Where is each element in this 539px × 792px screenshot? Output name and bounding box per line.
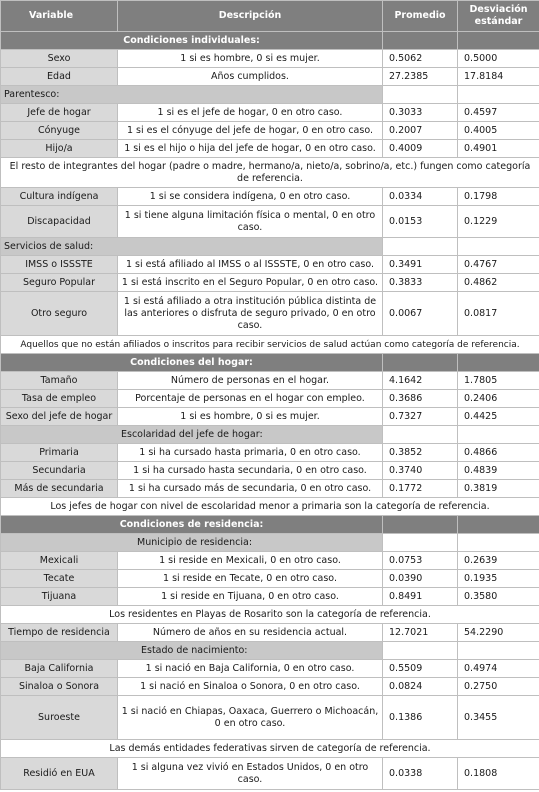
table-row: [1, 480, 539, 498]
var-sd: 0.4005: [458, 122, 539, 140]
subsection-title: Municipio de residencia:: [1, 534, 383, 552]
var-sd: 0.5000: [458, 50, 539, 68]
var-mean: 4.1642: [383, 372, 458, 390]
var-mean: 0.3833: [383, 274, 458, 292]
var-mean: 0.3491: [383, 256, 458, 274]
var-sd: 0.2639: [458, 552, 539, 570]
var-sd: 0.1798: [458, 188, 539, 206]
header-variable: Variable: [1, 1, 118, 32]
var-desc: 1 si es el hijo o hija del jefe de hogar, 0 en otro caso.: [118, 140, 383, 158]
var-desc: 1 si alguna vez vivió en Estados Unidos, 0 en otro caso.: [118, 758, 383, 790]
var-desc: 1 si es hombre, 0 si es mujer.: [118, 408, 383, 426]
var-name: IMSS o ISSSTE: [1, 256, 118, 274]
var-desc: Número de personas en el hogar.: [118, 372, 383, 390]
var-name: Edad: [1, 68, 118, 86]
table-row: [1, 624, 539, 642]
var-name: Seguro Popular: [1, 274, 118, 292]
var-desc: 1 si ha cursado más de secundaria, 0 en otro caso.: [118, 480, 383, 498]
table-row: [1, 50, 539, 68]
var-mean: 12.7021: [383, 624, 458, 642]
var-name: Tecate: [1, 570, 118, 588]
note-text: Los residentes en Playas de Rosarito son la categoría de referencia.: [1, 606, 539, 624]
subsection-municipio: [1, 534, 539, 552]
var-desc: Porcentaje de personas en el hogar con empleo.: [118, 390, 383, 408]
var-desc: 1 si tiene alguna limitación física o mental, 0 en otro caso.: [118, 206, 383, 238]
reference-note: [1, 498, 539, 516]
var-sd: 0.4839: [458, 462, 539, 480]
header-promedio: Promedio: [383, 1, 458, 32]
var-sd: 54.2290: [458, 624, 539, 642]
var-mean: 0.5509: [383, 660, 458, 678]
table-row: [1, 696, 539, 740]
table-row: [1, 462, 539, 480]
var-desc: 1 si nació en Baja California, 0 en otro caso.: [118, 660, 383, 678]
var-sd: 0.1808: [458, 758, 539, 790]
var-sd: 17.8184: [458, 68, 539, 86]
var-desc: 1 si se considera indígena, 0 en otro caso.: [118, 188, 383, 206]
header-descripcion: Descripción: [118, 1, 383, 32]
note-text: Las demás entidades federativas sirven de categoría de referencia.: [1, 740, 539, 758]
var-sd: 0.1229: [458, 206, 539, 238]
table-row: [1, 390, 539, 408]
note-text: Aquellos que no están afiliados o inscritos para recibir servicios de salud actúan como categoría de referencia.: [1, 336, 539, 354]
table-row: [1, 570, 539, 588]
table-row: [1, 588, 539, 606]
var-name: Otro seguro: [1, 292, 118, 336]
var-desc: 1 si ha cursado hasta secundaria, 0 en otro caso.: [118, 462, 383, 480]
subsection-parentesco: [1, 86, 539, 104]
var-sd: 0.0817: [458, 292, 539, 336]
var-mean: 0.1386: [383, 696, 458, 740]
var-name: Más de secundaria: [1, 480, 118, 498]
note-text: El resto de integrantes del hogar (padre o madre, hermano/a, nieto/a, sobrino/a, etc.) fungen como categoría de referencia.: [1, 158, 539, 188]
var-mean: 0.3852: [383, 444, 458, 462]
table-row: [1, 678, 539, 696]
reference-note: [1, 336, 539, 354]
var-name: Sexo: [1, 50, 118, 68]
var-desc: 1 si ha cursado hasta primaria, 0 en otro caso.: [118, 444, 383, 462]
subsection-nacimiento: [1, 642, 539, 660]
var-desc: 1 si está afiliado al IMSS o al ISSSTE, 0 en otro caso.: [118, 256, 383, 274]
var-mean: 0.0334: [383, 188, 458, 206]
var-name: Cónyuge: [1, 122, 118, 140]
var-name: Baja California: [1, 660, 118, 678]
var-mean: 0.0338: [383, 758, 458, 790]
table-row: [1, 206, 539, 238]
var-desc: Años cumplidos.: [118, 68, 383, 86]
subsection-title: Servicios de salud:: [1, 238, 383, 256]
var-desc: Número de años en su residencia actual.: [118, 624, 383, 642]
var-mean: 0.0824: [383, 678, 458, 696]
section-title: Condiciones del hogar:: [1, 354, 383, 372]
table-row: [1, 274, 539, 292]
var-name: Tasa de empleo: [1, 390, 118, 408]
subsection-escolaridad: [1, 426, 539, 444]
var-desc: 1 si nació en Sinaloa o Sonora, 0 en otro caso.: [118, 678, 383, 696]
table-row: [1, 104, 539, 122]
var-name: Tiempo de residencia: [1, 624, 118, 642]
var-mean: 0.0390: [383, 570, 458, 588]
var-sd: 0.4866: [458, 444, 539, 462]
var-name: Hijo/a: [1, 140, 118, 158]
var-mean: 0.0067: [383, 292, 458, 336]
table-row: [1, 408, 539, 426]
var-sd: 0.1935: [458, 570, 539, 588]
var-name: Suroeste: [1, 696, 118, 740]
subsection-salud: [1, 238, 539, 256]
section-title: Condiciones de residencia:: [1, 516, 383, 534]
var-name: Primaria: [1, 444, 118, 462]
reference-note: [1, 606, 539, 624]
var-desc: 1 si está inscrito en el Seguro Popular, 0 en otro caso.: [118, 274, 383, 292]
header-desviacion: Desviación estándar: [458, 1, 539, 32]
var-name: Secundaria: [1, 462, 118, 480]
var-mean: 0.8491: [383, 588, 458, 606]
var-sd: 0.3819: [458, 480, 539, 498]
var-sd: 0.4767: [458, 256, 539, 274]
var-sd: 0.4974: [458, 660, 539, 678]
var-desc: 1 si reside en Mexicali, 0 en otro caso.: [118, 552, 383, 570]
var-sd: 1.7805: [458, 372, 539, 390]
var-mean: 27.2385: [383, 68, 458, 86]
var-name: Tamaño: [1, 372, 118, 390]
var-mean: 0.3033: [383, 104, 458, 122]
var-name: Sinaloa o Sonora: [1, 678, 118, 696]
table-row: [1, 292, 539, 336]
subsection-title: Escolaridad del jefe de hogar:: [1, 426, 383, 444]
var-sd: 0.2750: [458, 678, 539, 696]
section-residencia: [1, 516, 539, 534]
var-mean: 0.3686: [383, 390, 458, 408]
subsection-title: Parentesco:: [1, 86, 383, 104]
var-mean: 0.3740: [383, 462, 458, 480]
table-row: [1, 552, 539, 570]
subsection-title: Estado de nacimiento:: [1, 642, 383, 660]
var-desc: 1 si está afiliado a otra institución pública distinta de las anteriores o disfruta de seguro privado, 0 en otro caso.: [118, 292, 383, 336]
table-row: [1, 256, 539, 274]
var-mean: 0.4009: [383, 140, 458, 158]
table-row: [1, 660, 539, 678]
var-mean: 0.1772: [383, 480, 458, 498]
var-sd: 0.3455: [458, 696, 539, 740]
var-name: Discapacidad: [1, 206, 118, 238]
table-header: [1, 1, 539, 32]
table-row: [1, 444, 539, 462]
var-sd: 0.4862: [458, 274, 539, 292]
var-mean: 0.7327: [383, 408, 458, 426]
table-row: [1, 372, 539, 390]
var-name: Cultura indígena: [1, 188, 118, 206]
var-name: Tijuana: [1, 588, 118, 606]
reference-note: [1, 740, 539, 758]
var-mean: 0.0153: [383, 206, 458, 238]
var-mean: 0.0753: [383, 552, 458, 570]
var-mean: 0.5062: [383, 50, 458, 68]
var-name: Mexicali: [1, 552, 118, 570]
var-desc: 1 si es hombre, 0 si es mujer.: [118, 50, 383, 68]
table-row: [1, 188, 539, 206]
table-row: [1, 122, 539, 140]
var-sd: 0.3580: [458, 588, 539, 606]
var-sd: 0.2406: [458, 390, 539, 408]
var-desc: 1 si reside en Tijuana, 0 en otro caso.: [118, 588, 383, 606]
var-mean: 0.2007: [383, 122, 458, 140]
var-name: Jefe de hogar: [1, 104, 118, 122]
var-desc: 1 si es el jefe de hogar, 0 en otro caso.: [118, 104, 383, 122]
var-name: Sexo del jefe de hogar: [1, 408, 118, 426]
table-row: [1, 758, 539, 790]
var-sd: 0.4597: [458, 104, 539, 122]
section-title: Condiciones individuales:: [1, 32, 383, 50]
var-sd: 0.4901: [458, 140, 539, 158]
var-sd: 0.4425: [458, 408, 539, 426]
var-name: Residió en EUA: [1, 758, 118, 790]
table-row: [1, 140, 539, 158]
note-text: Los jefes de hogar con nivel de escolaridad menor a primaria son la categoría de referencia.: [1, 498, 539, 516]
var-desc: 1 si es el cónyuge del jefe de hogar, 0 en otro caso.: [118, 122, 383, 140]
var-desc: 1 si reside en Tecate, 0 en otro caso.: [118, 570, 383, 588]
reference-note: [1, 158, 539, 188]
section-individuales: [1, 32, 539, 50]
section-hogar: [1, 354, 539, 372]
table-row: [1, 68, 539, 86]
var-desc: 1 si nació en Chiapas, Oaxaca, Guerrero o Michoacán, 0 en otro caso.: [118, 696, 383, 740]
